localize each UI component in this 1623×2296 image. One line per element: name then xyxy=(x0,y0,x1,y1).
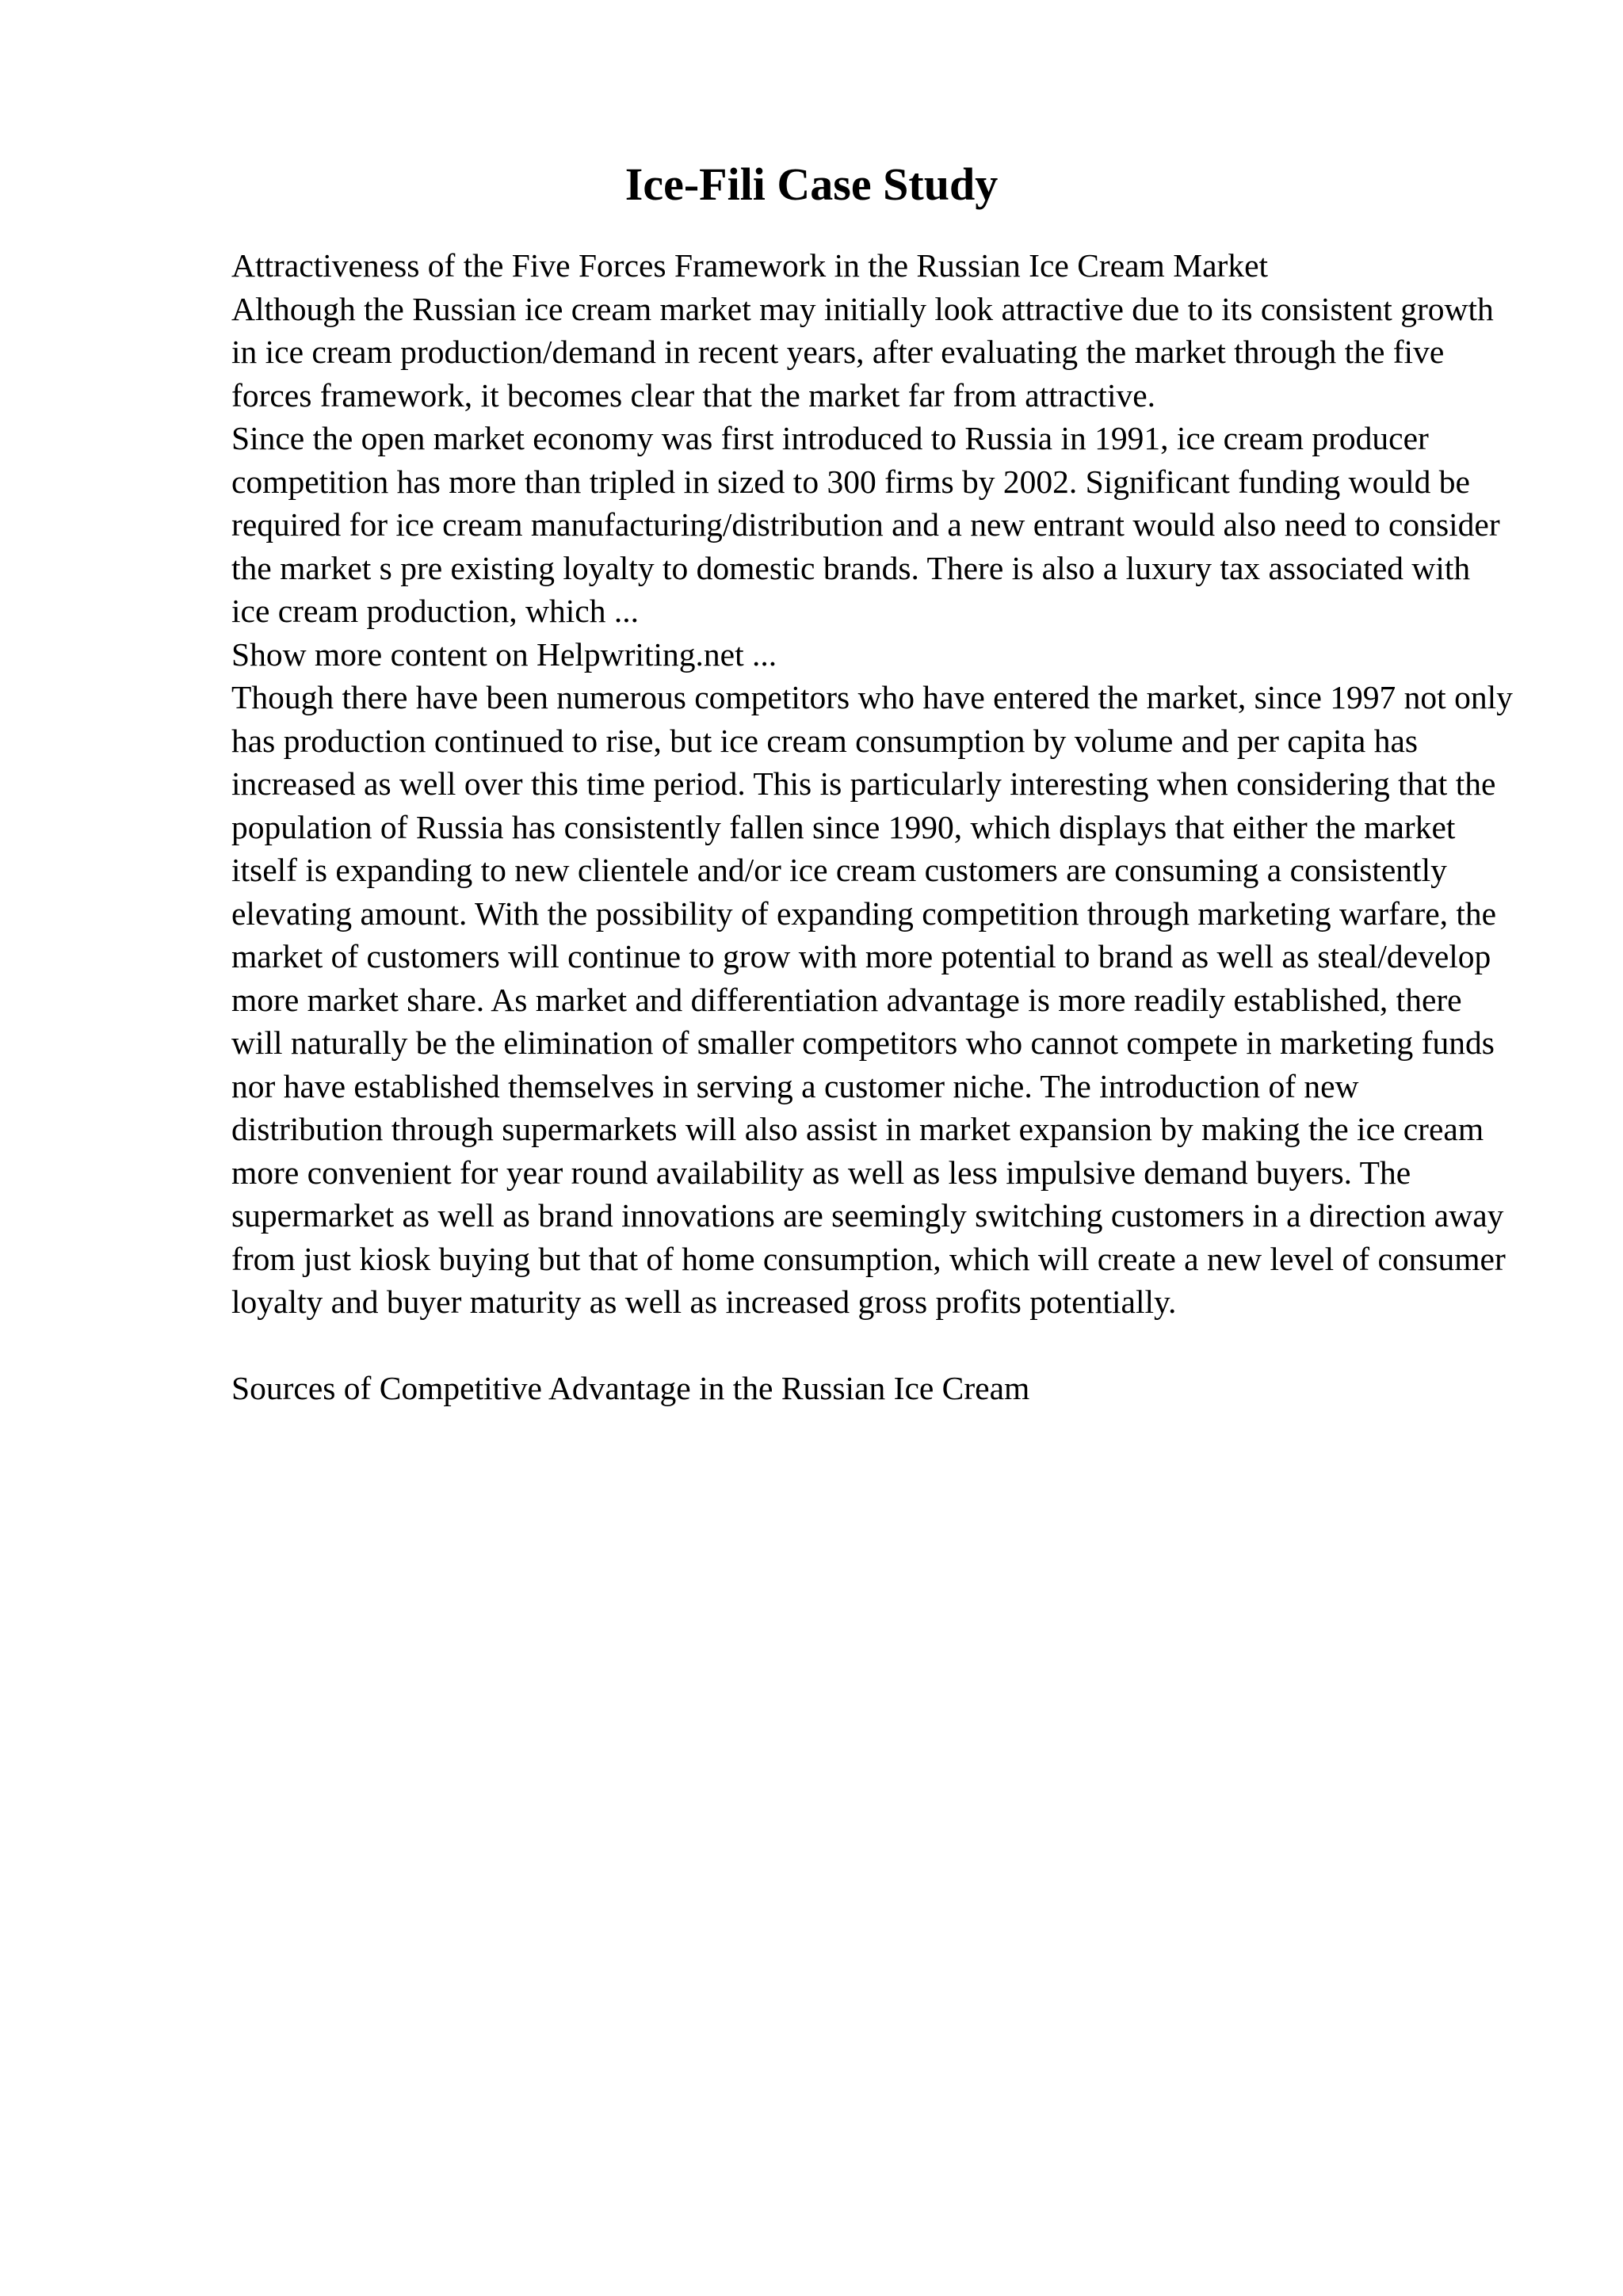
section-heading-five-forces: Attractiveness of the Five Forces Framework in the Russian Ice Cream Market xyxy=(231,247,1269,284)
show-more-link[interactable]: Show more content on Helpwriting.net ... xyxy=(231,635,777,673)
section-heading-competitive-advantage: Sources of Competitive Advantage in the Russian Ice Cream xyxy=(231,1370,1030,1406)
paragraph-market-attractiveness: Although the Russian ice cream market may initially look attractive due to its consistent growth in ice cream production/demand in recent years, after evaluating the market through the five forces framework, it becomes clear that the market far from attractive. xyxy=(231,290,1494,414)
paragraph-competition: Since the open market economy was first introduced to Russia in 1991, ice cream producer competition has more than tripled in sized to 300 firms by 2002. Significant funding would be required for ice cream manufacturing/distribution and a new entrant would also need to consider the market s pre existing loyalty to domestic brands. There is also a luxury tax associated with ice cream production, which ... xyxy=(231,420,1500,629)
document-body xyxy=(231,244,1515,1410)
paragraph-market-growth: Though there have been numerous competitors who have entered the market, since 1997 not only has production continued to rise, but ice cream consumption by volume and per capita has increased as well over this time period. This is particularly interesting when considering that the population of Russia has consistently fallen since 1990, which displays that either the market itself is expanding to new clientele and/or ice cream customers are consuming a consistently elevating amount. With the possibility of expanding competition through marketing warfare, the market of customers will continue to grow with more potential to brand as well as steal/develop more market share. As market and differentiation advantage is more readily established, there will naturally be the elimination of smaller competitors who cannot compete in marketing funds nor have established themselves in serving a customer niche. The introduction of new distribution through supermarkets will also assist in market expansion by making the ice cream more convenient for year round availability as well as less impulsive demand buyers. The supermarket as well as brand innovations are seemingly switching customers in a direction away from just kiosk buying but that of home consumption, which will create a new level of consumer loyalty and buyer maturity as well as increased gross profits potentially. xyxy=(231,679,1513,1320)
document-title: Ice-Fili Case Study xyxy=(624,158,999,210)
